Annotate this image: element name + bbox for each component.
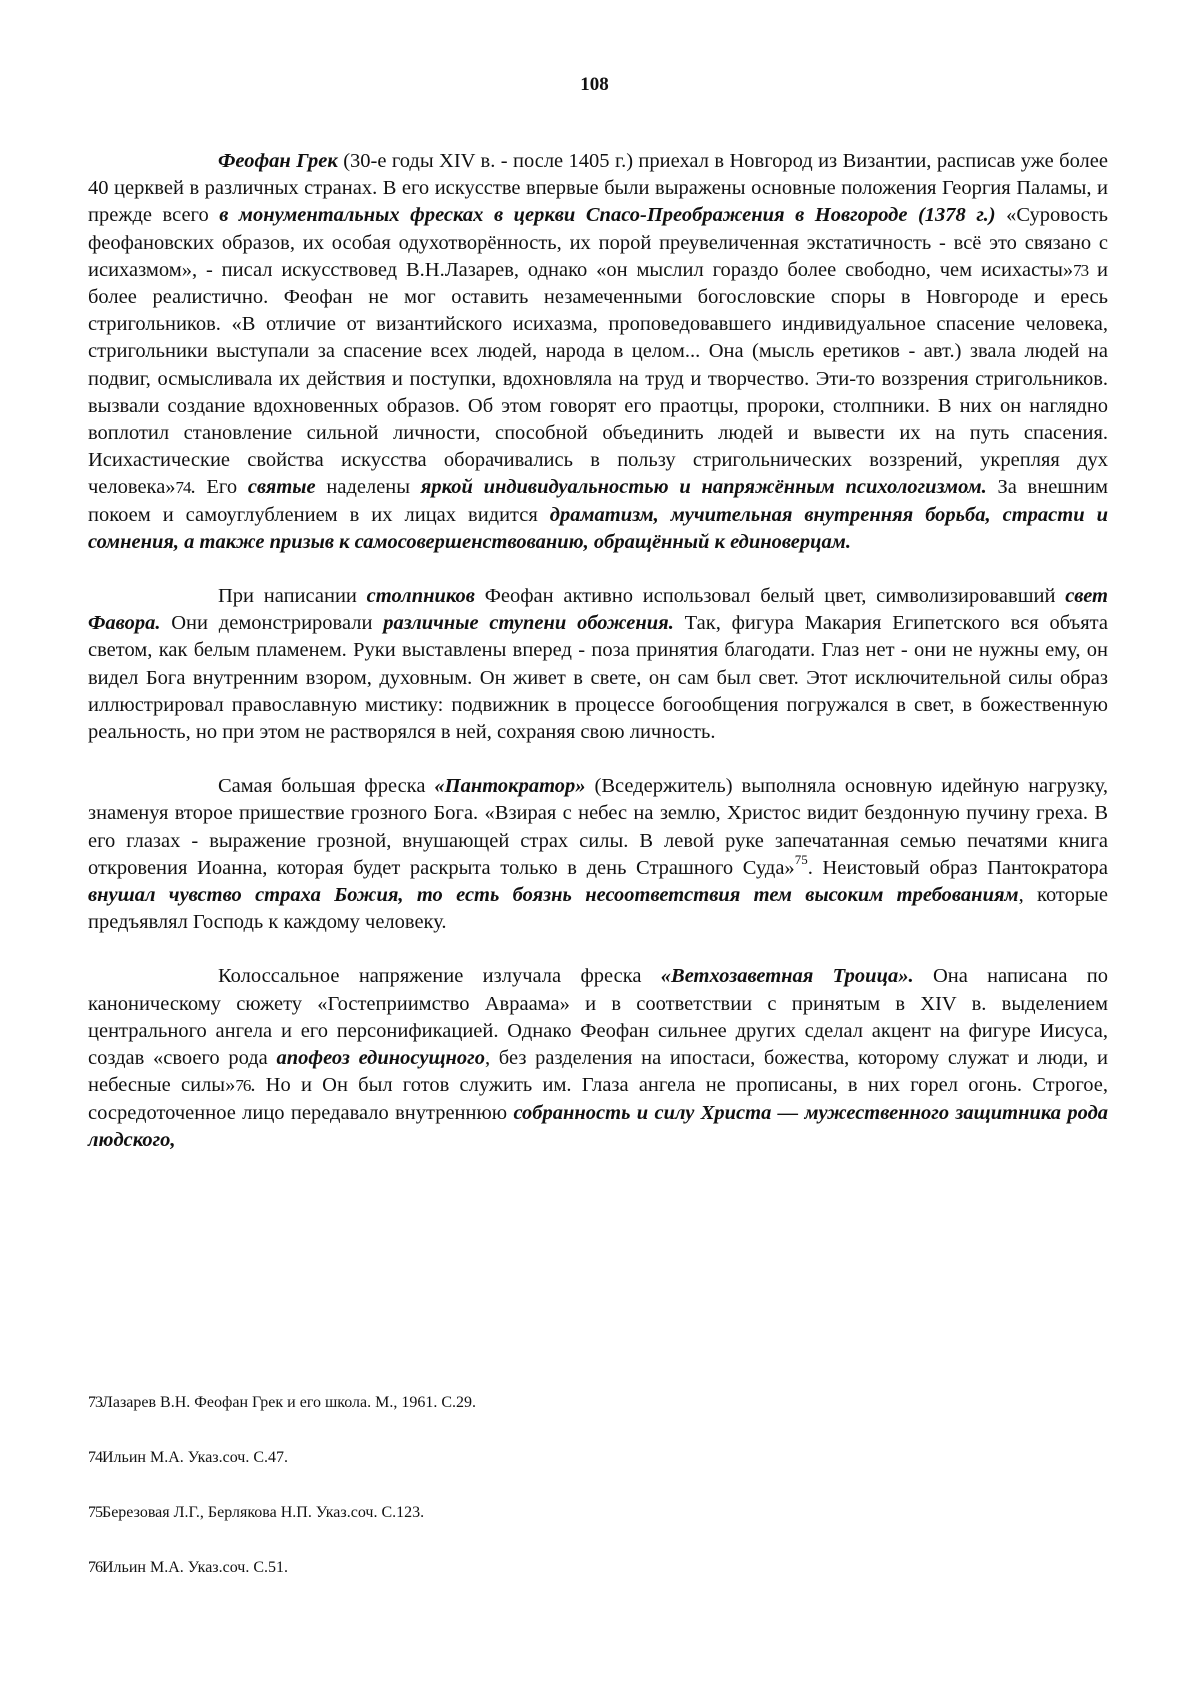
emphasis-text: столпников <box>366 585 475 608</box>
emphasis-text: «Пантократор» <box>434 775 586 798</box>
footnotes <box>88 1394 1108 1614</box>
footnote-ref: 75 <box>794 852 808 868</box>
footnote-73 <box>88 1394 1108 1412</box>
text-run: . Его <box>190 476 248 499</box>
paragraph-pantokrator <box>88 773 1108 936</box>
text-run: . Неистовый образ Пантократора <box>807 856 1108 879</box>
footnote-text: Березовая Л.Г., Берлякова Н.П. Указ.соч. С.123. <box>102 1504 425 1521</box>
emphasis-text: святые <box>247 476 316 499</box>
footnote-number: 76 <box>88 1559 102 1576</box>
emphasis-text: драматизм, мучительная внутренняя борьба, страсти и сомнения, а также призыв к самосовершенствованию, обращённый к единоверцам. <box>88 503 1108 553</box>
text-run: Так, фигура Макария Египетского вся объята светом, как белым пламенем. Руки выставлены вперед - поза принятия благодати. Глаз нет - они не нужны ему, он видел Бога внутренним взором, духовным. Он живет в свете, он сам был свет. Этот исключительной силы образ иллюстрировал православную мистику: подвижник в процессе богообщения погружался в свет, в божественную реальность, но при этом не растворялся в ней, сохраняя свою личность. <box>88 612 1108 744</box>
text-run: . Но и Он был готов служить им. Глаза ангела не прописаны, в них горел огонь. Строгое, сосредоточенное лицо передавало внутреннюю <box>88 1074 1108 1124</box>
emphasis-text: различные ступени обожения. <box>383 612 674 635</box>
text-run: наделены <box>315 476 421 499</box>
emphasis-text: «Ветхозаветная Троица». <box>660 965 914 988</box>
emphasis-text: яркой индивидуальностью и напряжённым психологизмом. <box>420 476 987 499</box>
emphasis-text: внушал чувство страха Божия, то есть боязнь несоответствия тем высоким требованиям <box>88 884 1019 907</box>
page-number: 108 <box>580 74 609 95</box>
text-run: Они демонстрировали <box>160 612 384 635</box>
emphasis-text: апофеоз единосущного <box>276 1047 485 1070</box>
paragraph-feofan-grek <box>88 148 1108 556</box>
emphasis-text: Феофан Грек <box>218 150 338 172</box>
footnote-ref: 74 <box>175 478 191 498</box>
text-run: и более реалистично. Феофан не мог оставить незамеченными богословские споры в Новгороде и ересь стригольников. «В отличие от византийского исихазма, проповедовавшего индивидуальное спасение человека, стригольники выступали за спасение всех людей, народа в целом... Она (мысль еретиков - авт.) звала людей на подвиг, осмысливала их действия и поступки, вдохновляла на труд и творчество. Эти-то воззрения стригольников. вызвали создание вдохновенных образов. Об этом говорят его праотцы, пророки, столпники. В них он наглядно воплотил становление сильной личности, способной объединить людей и вывести их на путь спасения. Исихастические свойства искусства оборачивались в пользу стригольнических воззрений, укрепляя дух человека» <box>88 258 1108 499</box>
footnote-76 <box>88 1559 1108 1577</box>
footnote-ref: 73 <box>1073 260 1089 280</box>
footnote-number: 73 <box>88 1394 102 1411</box>
emphasis-text: свет Фавора. <box>88 585 1108 635</box>
text-run: , без разделения на ипостаси, божества, которому служат и люди, и небесные силы» <box>88 1047 1108 1097</box>
footnote-74 <box>88 1449 1108 1467</box>
text-run: (Вседержитель) выполняла основную идейную нагрузку, знаменуя второе пришествие грозного Бога. «Взирая с небес на землю, Христос видит бездонную пучину греха. В его глазах - выражение грозной, внушающей страх силы. В левой руке запечатанная семью печатями книга откровения Иоанна, которая будет раскрыта только в день Страшного Суда» <box>88 775 1108 879</box>
text-run: Феофан активно использовал белый цвет, символизировавший <box>474 585 1066 608</box>
text-run: Самая большая фреска <box>218 775 435 798</box>
footnote-text: Ильин М.А. Указ.соч. С.47. <box>102 1449 289 1466</box>
emphasis-text: в монументальных фресках в церкви Спасо-Преображения в Новгороде (1378 г.) <box>219 204 996 227</box>
emphasis-text: собранность и силу Христа — мужественного защитника рода людского, <box>88 1101 1108 1151</box>
text-run: «Суровость феофановских образов, их особая одухотворённость, их порой преувеличенная экстатичность - всё это связано с исихазмом», - писал искусствовед В.Н.Лазарев, однако «он мыслил гораздо более свободно, чем исихасты» <box>88 204 1108 281</box>
text-run: , которые предъявлял Господь к каждому человеку. <box>88 884 1108 934</box>
footnote-number: 75 <box>88 1504 102 1521</box>
footnote-75 <box>88 1504 1108 1522</box>
text-run: (30-е годы XIV в. - после 1405 г.) приехал в Новгород из Византии, расписав уже более 40 церквей в различных странах. В его искусстве впервые были выражены основные положения Георгия Паламы, и прежде всего <box>88 150 1108 227</box>
text-run: Она написана по каноническому сюжету «Гостеприимство Авраама» и в соответствии с принятым в XIV в. выделением центрального ангела и его персонификацией. Однако Феофан сильнее других сделал акцент на фигуре Иисуса, создав «своего рода <box>88 965 1108 1070</box>
paragraph-stolpniki <box>88 583 1108 746</box>
footnote-text: Ильин М.А. Указ.соч. С.51. <box>102 1559 289 1576</box>
footnote-ref: 76 <box>235 1076 251 1096</box>
main-text <box>88 148 1108 1154</box>
text-run: Колоссальное напряжение излучала фреска <box>218 965 661 988</box>
paragraph-troitsa <box>88 963 1108 1153</box>
text-run: За внешним покоем и самоуглублением в их лицах видится <box>88 476 1109 526</box>
footnote-number: 74 <box>88 1449 102 1466</box>
text-run: При написании <box>218 585 367 608</box>
footnote-text: Лазарев В.Н. Феофан Грек и его школа. М., 1961. С.29. <box>102 1394 477 1411</box>
